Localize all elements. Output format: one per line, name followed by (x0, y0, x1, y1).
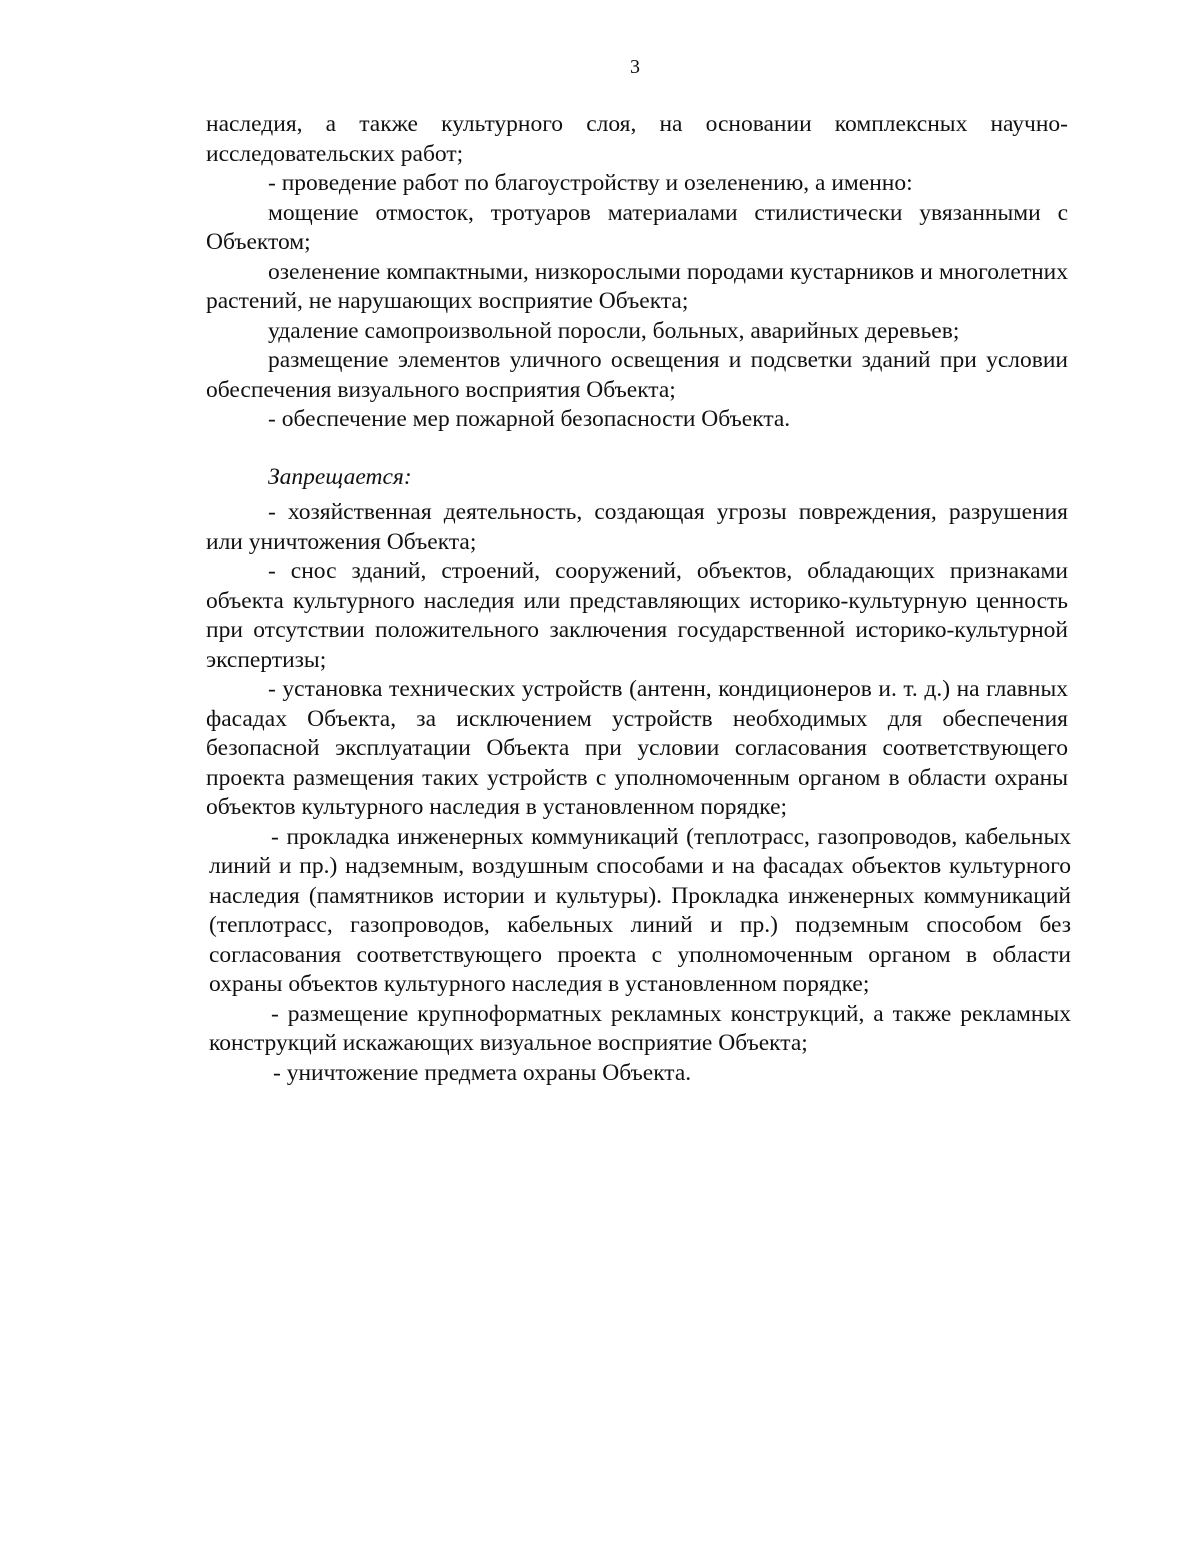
prohibited-item: - уничтожение предмета охраны Объекта. (273, 1059, 692, 1086)
paragraph-lighting: размещение элементов уличного освещения и подсветки зданий при условии обеспечения визуального восприятия Объекта; (206, 347, 1068, 403)
prohibited-item: - установка технических устройств (антенн, кондиционеров и. т. д.) на главных фасадах Объекта, за исключением устройств необходимых для обеспечения безопасной эксплуатации Объекта при условии согласования соответствующего проекта размещения таких устройств с уполномоченным органом в области охраны объектов культурного наследия в установленном порядке; (206, 676, 1068, 820)
prohibited-item: - снос зданий, строений, сооружений, объектов, обладающих признаками объекта культурного наследия или представляющих историко-культурную ценность при отсутствии положительного заключения государственной историко-культурной экспертизы; (206, 558, 1068, 673)
section-heading-prohibited: Запрещается: (268, 463, 412, 490)
prohibited-item: - прокладка инженерных коммуникаций (теплотрасс, газопроводов, кабельных линий и пр.) надземным, воздушным способами и на фасадах объектов культурного наследия (памятников истории и культуры). Прокладка инженерных коммуникаций (теплотрасс, газопроводов, кабельных линий и пр.) подземным способом без согласования соответствующего проекта с уполномоченным органом в области охраны объектов культурного наследия в установленном порядке; (209, 823, 1071, 997)
paragraph-paving: мощение отмосток, тротуаров материалами стилистически увязанными с Объектом; (206, 199, 1068, 255)
prohibited-item: - хозяйственная деятельность, создающая угрозы повреждения, разрушения или уничтожения Объекта; (206, 499, 1068, 555)
prohibited-item: - размещение крупноформатных рекламных конструкций, а также рекламных конструкций искажающих визуальное восприятие Объекта; (209, 1000, 1071, 1056)
paragraph-greening: озеленение компактными, низкорослыми породами кустарников и многолетних растений, не нарушающих восприятие Объекта; (206, 258, 1068, 314)
paragraph-fire-safety: - обеспечение мер пожарной безопасности Объекта. (268, 406, 791, 432)
paragraph-tree-removal: удаление самопроизвольной поросли, больных, аварийных деревьев; (268, 317, 960, 344)
paragraph-continuation: наследия, а также культурного слоя, на основании комплексных научно-исследовательских работ; (206, 111, 1068, 167)
document-body (206, 110, 1071, 1088)
paragraph-landscaping: - проведение работ по благоустройству и озеленению, а именно: (268, 170, 913, 196)
page-number: 3 (630, 56, 640, 78)
